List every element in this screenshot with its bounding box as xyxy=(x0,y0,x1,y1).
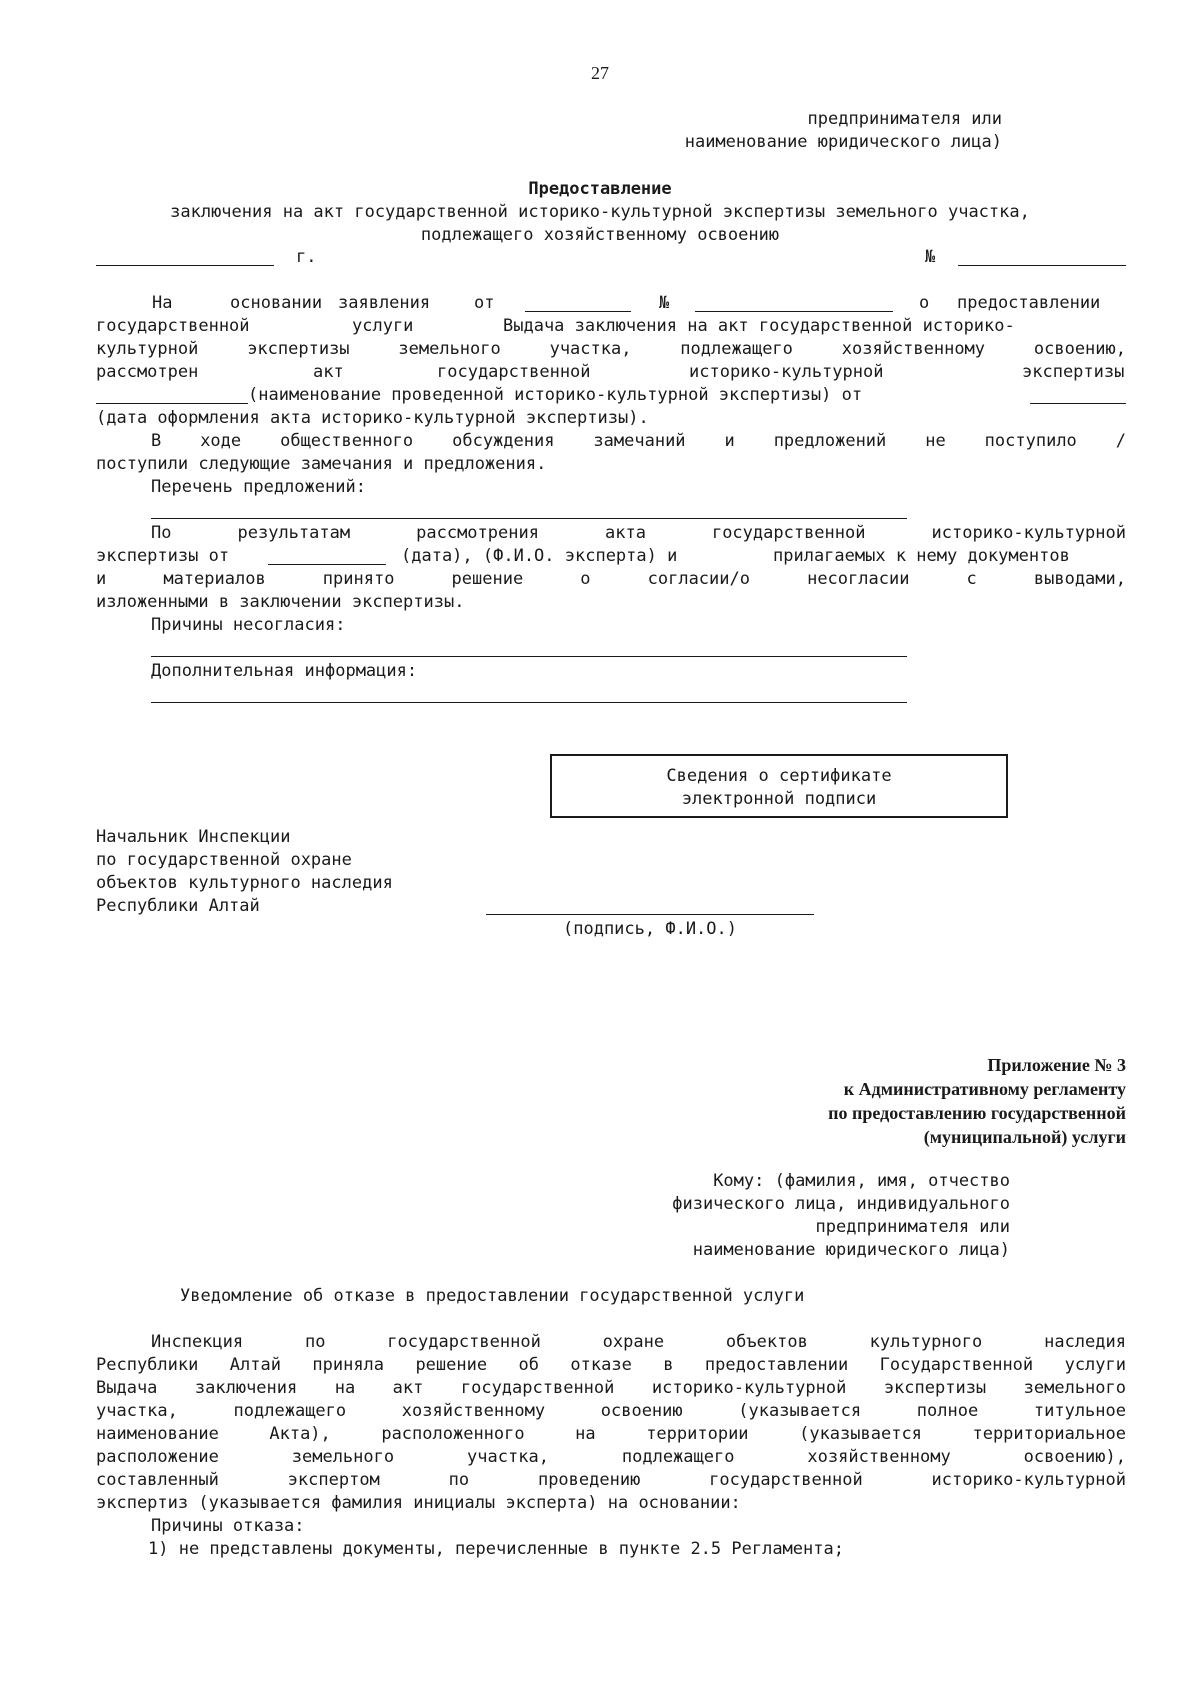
provision-subtitle: подлежащего хозяйственному освоению xyxy=(420,225,780,245)
number-blank[interactable] xyxy=(958,265,1126,266)
para1-word: государственной xyxy=(437,362,591,382)
para3-line: прилагаемых к нему документов xyxy=(773,546,1070,566)
certificate-box-line: Сведения о сертификате xyxy=(666,766,892,786)
application-number-blank[interactable] xyxy=(695,311,893,312)
refusal-title: Уведомление об отказе в предоставлении государственной услуги xyxy=(180,1286,805,1306)
top-addressee-line: наименование юридического лица) xyxy=(684,132,1002,152)
expertise-date-blank[interactable] xyxy=(1030,403,1126,404)
page-number: 27 xyxy=(591,63,609,83)
para2-line: поступили следующие замечания и предложения. xyxy=(96,454,547,474)
provision-subtitle: заключения на акт государственной историко-культурной экспертизы земельного участка, xyxy=(170,202,1030,222)
certificate-box xyxy=(550,754,1008,818)
para1-word: заявления xyxy=(338,293,431,313)
addressee-line: предпринимателя или xyxy=(815,1217,1010,1237)
disagreement-blank[interactable] xyxy=(151,656,907,657)
proposals-label: Перечень предложений: xyxy=(151,477,366,497)
para1-word: На xyxy=(152,293,173,313)
para3-line: экспертизы от xyxy=(96,546,230,566)
additional-info-blank[interactable] xyxy=(151,702,907,703)
proposals-blank[interactable] xyxy=(151,518,907,519)
para1-word: о xyxy=(919,293,930,313)
para3-line: По результатам рассмотрения акта государственной историко-культурной xyxy=(151,523,1126,543)
para1-line: культурной экспертизы земельного участка, подлежащего хозяйственному освоению, xyxy=(96,339,1126,359)
number-sign: № xyxy=(925,247,936,267)
signature-blank[interactable] xyxy=(486,914,814,915)
refusal-body-line: расположение земельного участка, подлежащего хозяйственному освоению), xyxy=(96,1447,1126,1467)
year-suffix: г. xyxy=(296,247,317,267)
para1-word: основании xyxy=(230,293,323,313)
refusal-body-line: экспертиз (указывается фамилия инициалы эксперта) на основании: xyxy=(96,1493,741,1513)
top-addressee-line: предпринимателя или xyxy=(807,109,1002,129)
para1-word: от xyxy=(474,293,495,313)
para3-line: (дата), (Ф.И.О. эксперта) и xyxy=(401,546,678,566)
certificate-box-line: электронной подписи xyxy=(681,789,877,809)
addressee-line: физического лица, индивидуального xyxy=(672,1194,1010,1214)
para1-word: услуги xyxy=(352,316,414,336)
para3-line: и материалов принято решение о согласии/о несогласии с выводами, xyxy=(96,569,1126,589)
refusal-reasons-label: Причины отказа: xyxy=(151,1516,305,1536)
appendix-line: (муниципальной) услуги xyxy=(923,1127,1126,1147)
additional-info-label: Дополнительная информация: xyxy=(151,661,418,681)
signatory-line: объектов культурного наследия xyxy=(96,873,393,893)
para1-word: историко-культурной xyxy=(689,362,884,382)
refusal-body-line: Инспекция по государственной охране объектов культурного наследия xyxy=(151,1332,1126,1352)
refusal-reason-item: 1) не представлены документы, перечисленные в пункте 2.5 Регламента; xyxy=(148,1539,844,1559)
para1-line: (дата оформления акта историко-культурной экспертизы). xyxy=(96,408,649,428)
para1-word: экспертизы xyxy=(1022,362,1125,382)
para1-word: государственной xyxy=(96,316,250,336)
signatory-line: Начальник Инспекции xyxy=(96,827,291,847)
signatory-line: по государственной охране xyxy=(96,850,352,870)
disagreement-label: Причины несогласия: xyxy=(151,615,346,635)
expertise-name-blank[interactable] xyxy=(96,403,248,404)
para1-line: (наименование проведенной историко-культурной экспертизы) от xyxy=(248,385,863,405)
date-blank[interactable] xyxy=(96,265,274,266)
para3-line: изложенными в заключении экспертизы. xyxy=(96,592,465,612)
para1-word: Выдача заключения на акт государственной историко- xyxy=(503,316,1015,336)
provision-title: Предоставление xyxy=(528,179,672,199)
refusal-body-line: Республики Алтай приняла решение об отказе в предоставлении Государственной услуги xyxy=(96,1355,1126,1375)
para1-word: акт xyxy=(313,362,344,382)
addressee-line: наименование юридического лица) xyxy=(692,1240,1010,1260)
appendix-line: по предоставлению государственной xyxy=(828,1103,1126,1123)
signatory-line: Республики Алтай xyxy=(96,896,260,916)
refusal-body-line: Выдача заключения на акт государственной историко-культурной экспертизы земельного xyxy=(96,1378,1126,1398)
para1-word: рассмотрен xyxy=(96,362,199,382)
refusal-body-line: участка, подлежащего хозяйственному освоению (указывается полное титульное xyxy=(96,1401,1126,1421)
para1-word: № xyxy=(659,293,670,313)
para2-line: В ходе общественного обсуждения замечаний и предложений не поступило / xyxy=(151,431,1126,451)
refusal-body-line: наименование Акта), расположенного на территории (указывается территориальное xyxy=(96,1424,1126,1444)
signature-caption: (подпись, Ф.И.О.) xyxy=(563,919,737,939)
para1-word: предоставлении xyxy=(957,293,1101,313)
application-date-blank[interactable] xyxy=(525,311,631,312)
appendix-line: к Административному регламенту xyxy=(843,1079,1126,1099)
refusal-body-line: составленный экспертом по проведению государственной историко-культурной xyxy=(96,1470,1126,1490)
review-date-blank[interactable] xyxy=(268,564,386,565)
addressee-line: Кому: (фамилия, имя, отчество xyxy=(713,1171,1010,1191)
appendix-line: Приложение № 3 xyxy=(987,1055,1126,1075)
